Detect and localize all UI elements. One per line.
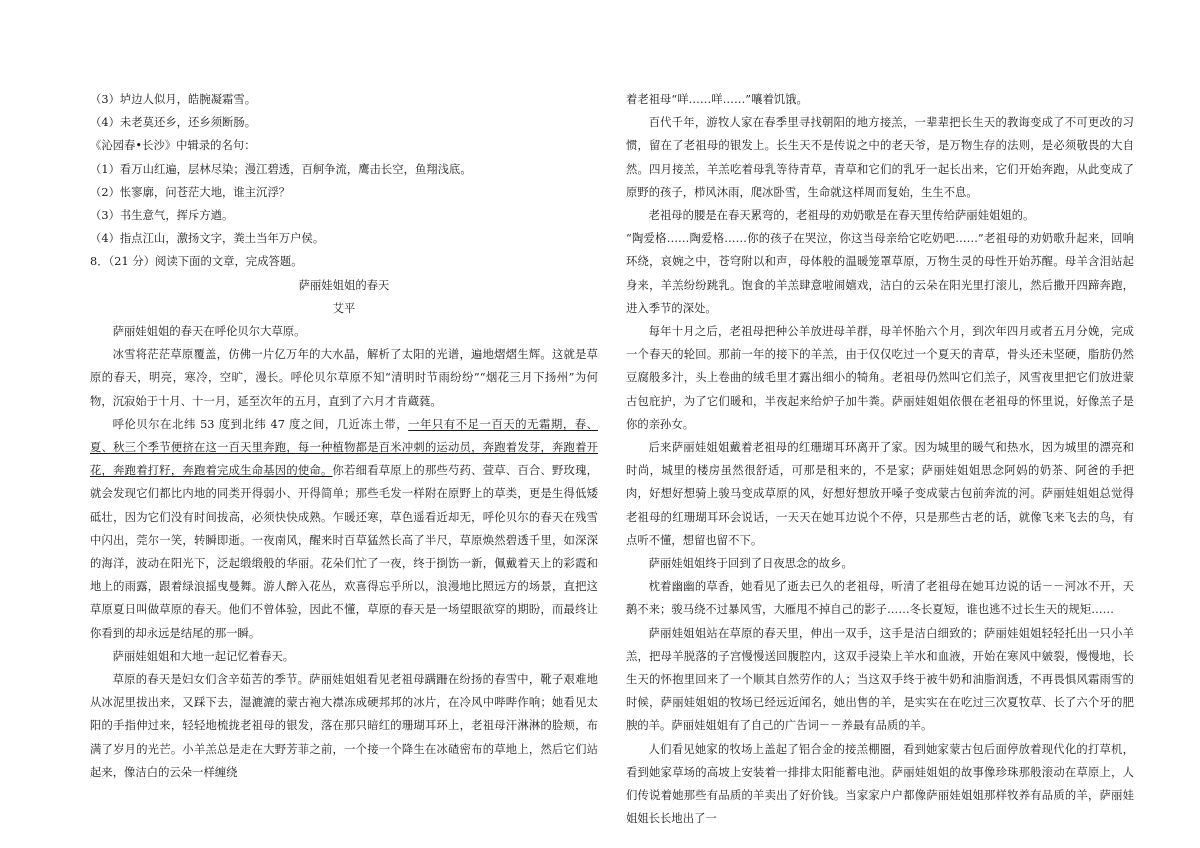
article-paragraph: 人们看见她家的牧场上盖起了铝合金的接羔棚圈，看到她家蒙古包后面停放着现代化的打草机，看到她家草场的高坡上安装着一排排太阳能蓄电池。萨丽娃姐姐的故事像珍珠那般滚动在草原上，人们传说着她那些有品质的羊卖出了好价钱。当家家户户都像萨丽娃姐姐那样牧养有品质的羊，萨丽娃姐姐长长地出了一 bbox=[626, 742, 1134, 826]
article-paragraph: 着老祖母“咩……咩……”嚷着饥饿。 bbox=[626, 93, 808, 106]
quote-line-3: （3）书生意气，挥斥方遒。 bbox=[90, 209, 234, 223]
section-heading-qinyuanchun: 《沁园春•长沙》中辑录的名句： bbox=[90, 139, 256, 153]
article-paragraph: 每年十月之后，老祖母把种公羊放进母羊群，母羊怀胎六个月，到次年四月或者五月分娩，完成一个春天的轮回。那前一年的接下的羊羔，由于仅仅吃过一个夏天的青草，骨头还未坚硬，脂肪仍然豆腐般多汁，头上卷曲的绒毛里才露出细小的犄角。老祖母仍然叫它们羔子，风雪夜里把它们放进蒙古包庇护，为了它们暖和，半夜起来给炉子加牛粪。萨丽娃姐姐依偎在老祖母的怀里说，好像羔子是你的亲孙女。 bbox=[626, 325, 1134, 431]
article-paragraph: 萨丽娃姐姐的春天在呼伦贝尔大草原。 bbox=[112, 325, 306, 339]
article-paragraph bbox=[90, 413, 598, 645]
article-paragraph: 萨丽娃姐姐终于回到了日夜思念的故乡。 bbox=[648, 557, 853, 571]
article-paragraph: 萨丽娃姐姐站在草原的春天里，伸出一双手，这手是洁白细致的；萨丽娃姐姐轻轻托出一只小羊羔，把母羊脱落的子宫慢慢送回腹腔内，这双手浸染上羊水和血液，开始在寒风中皴裂，慢慢地，长生天的怀抱里回来了一个顺其自然劳作的人；当这双手终于被牛奶和油脂润透，不再畏惧风霜雨雪的时候，萨丽娃姐姐的牧场已经远近闻名，她出售的羊，是实实在在吃过三次夏牧草、长了六个牙的肥腴的羊。萨丽娃姐姐有了自己的广告词－－养最有品质的羊。 bbox=[626, 626, 1134, 733]
paragraph-text: 呼伦贝尔在北纬 53 度到北纬 47 度之间，几近冻土带， bbox=[112, 417, 409, 431]
article-paragraph: 后来萨丽娃姐姐戴着老祖母的红珊瑚耳环离开了家。因为城里的暖气和热水，因为城里的漂亮和时尚，城里的楼房虽然很舒适，可那是租来的，不是家；萨丽娃姐姐思念阿妈的奶茶、阿爸的手把肉，好想好想骑上骏马变成草原的风，好想好想放开嗓子变成蒙古包前奔流的河。萨丽娃姐姐总觉得老祖母的红珊瑚耳环会说话，一天天在她耳边说个不停，只是那些古老的话，就像飞来飞去的鸟，有点听不懂，想留也留不下。 bbox=[626, 441, 1134, 547]
article-author: 艾平 bbox=[332, 301, 356, 315]
article-paragraph: 萨丽娃姐姐和大地一起记忆着春天。 bbox=[112, 649, 295, 663]
article-paragraph: 老祖母的腰是在春天累弯的，老祖母的劝奶歌是在春天里传给萨丽娃姐姐的。 bbox=[648, 209, 1035, 223]
poem-line-3: （3）垆边人似月，皓腕凝霜雪。 bbox=[90, 93, 257, 106]
paragraph-text: 你若细看草原上的那些芍药、萱草、百合、野玫瑰，就会发现它们都比内地的同类开得弱小、开得简单；那些毛发一样附在原野上的草类，更是生得低矮砥壮，因为它们没有时间拔高，必须快快成熟。乍暖还寒，草色遥看近却无，呼伦贝尔的春天在残雪中闪出，莞尔一笑，转瞬即逝。一夜南风，醒来时百草猛然长高了半尺，草原焕然碧透千里，如深深的海洋，波动在阳光下，泛起缎缎般的华丽。花朵们忙了一夜，终于捯饬一新，佩戴着天上的彩霞和地上的雨露，跟着绿浪摇曳曼舞。游人醉入花丛，欢喜得忘乎所以，浪漫地比照远方的场景，直把这草原夏日叫做草原的春天。他们不曾体验，因此不懂，草原的春天是一场望眼欲穿的期盼，而最终让你看到的却永远是结尾的那一瞬。 bbox=[90, 464, 598, 640]
article-paragraph: 枕着幽幽的草香，她看见了逝去已久的老祖母，听清了老祖母在她耳边说的话－－河冰不开，天鹅不来；骏马绕不过暴风雪，大雁甩不掉自己的影子……冬长夏短，谁也逃不过长生天的规矩…… bbox=[626, 580, 1134, 617]
question-header: 8．（21 分）阅读下面的文章，完成答题。 bbox=[90, 255, 303, 269]
article-paragraph: 草原的春天是妇女们含辛茹苦的季节。萨丽娃姐姐看见老祖母蹒跚在纷扬的春雪中，靴子艰难地从冰泥里拔出来，又踩下去，湿漉漉的蒙古袍大襟冻成硬邦邦的冰片，在冷风中哔哔作响；她看见太阳的手指伸过来，轻轻地梳拢老祖母的银发，落在那只暗红的珊瑚耳环上，老祖母汗淋淋的脸颊，布满了岁月的光芒。小羊羔总是走在大野芳菲之前，一个接一个降生在冰碴密布的草地上，然后它们站起来，像洁白的云朵一样缠绕 bbox=[90, 673, 598, 779]
right-column bbox=[626, 88, 1134, 831]
article-paragraph: 百代千年，游牧人家在春季里寻找朝阳的地方接羔，一辈辈把长生天的教诲变成了不可更改的习惯，留在了老祖母的银发上。长生天不是传说之中的老天爷，是万物生存的法则，是必须敬畏的大自然。四月接羔，羊羔吃着母乳等待青草，青草和它们的乳牙一起长出来，它们开始奔跑，从此变成了原野的孩子，栉风沐雨，爬冰卧雪，生命就这样周而复始，生生不息。 bbox=[626, 116, 1134, 199]
quote-line-4: （4）指点江山，激扬文字，粪土当年万户侯。 bbox=[90, 232, 325, 246]
article-title: 萨丽娃姐姐的春天 bbox=[298, 278, 390, 292]
article-paragraph: 冰雪将茫茫草原覆盖，仿佛一片亿万年的大水晶，解析了太阳的光谱，遍地熠熠生辉。这就是草原的春天，明亮，寒冷，空旷，漫长。呼伦贝尔草原不知“清明时节雨纷纷”“烟花三月下扬州”为何物，沉寂始于十月、十一月，延至次年的五月，直到了六月才肯蔵蕤。 bbox=[90, 348, 598, 408]
quote-line-2: （2）怅寥廓，问苍茫大地，谁主沉浮？ bbox=[90, 185, 291, 199]
left-column bbox=[90, 88, 598, 784]
article-paragraph: “陶爱格……陶爱格……你的孩子在哭泣，你这当母亲给它吃奶吧……”老祖母的劝奶歌升起来，回响环绕，哀婉之中，苍穹附以和声，母体般的温暖笼罩草原，万物生灵的母性开始苏醒。母羊含泪站起身来，羊羔纷纷跳乳。饱食的羊羔肆意啦闹嬉戏，洁白的云朵在阳光里打滚儿，然后撒开四蹄奔跑，进入季节的深处。 bbox=[626, 232, 1134, 315]
quote-line-1: （1）看万山红遍，层林尽染；漫江碧透，百舸争流，鹰击长空，鱼翔浅底。 bbox=[90, 162, 472, 176]
poem-line-4: （4）未老莫还乡，还乡须断肠。 bbox=[90, 116, 257, 130]
underlined-passage: 一年只有不足一百天的无霜期，春、夏、秋三个季节便挤在这一百天里奔跑，每一种植物都是百米冲刺的运动员，奔跑着发芽，奔跑着开花，奔跑着打籽，奔跑着完成生命基因的使命。 bbox=[90, 417, 598, 478]
